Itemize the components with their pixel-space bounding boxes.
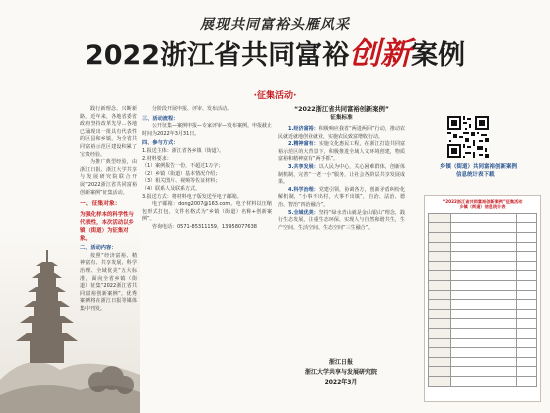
- form-row: [429, 214, 537, 224]
- section-heading-target: 一、征集对象：: [80, 201, 121, 208]
- form-row: [429, 319, 537, 329]
- form-row: [429, 281, 537, 291]
- form-row: [429, 243, 537, 253]
- criteria-subtitle: 征集标准: [330, 115, 353, 121]
- form-row: [429, 377, 537, 387]
- email-text: 电子邮箱：dong2007@163.com。电子材料以压缩包形式打包，文件名格式为“乡镇（街道）名称+创新案例”。: [142, 201, 272, 223]
- criterion-item: 4.科学治理：党建引领，协调各方，创新矛盾纠纷化解机制，“小事不出村，大事不出镇”，自治、法治、德治、智治“四治融合”。: [278, 186, 405, 208]
- criterion-item: 3.共享发展：以人民为中心，关心困难群体，创新体制机制，完善“一老一小”服务，让社会各阶层共享发展成果。: [278, 163, 405, 186]
- section-text-content: 按照“经济富裕、精神富有、共享发展、科学治理、全域优美”五大标准，面向全省乡镇（街道）征集“2022浙江省共同富裕创新案例”，优秀案例将在浙江日报等媒体集中刊发。: [80, 252, 137, 312]
- qr-note: [440, 163, 540, 179]
- form-row: [429, 310, 537, 320]
- form-row: [429, 291, 537, 301]
- publish-date: 2022年3月: [324, 379, 358, 386]
- criterion-item: 2.精神富有：实施文化惠民工程，在浙江打造共同富裕示范区的大背景下，积极推进全域人文环境创建，物质富裕和精神富有“两手抓”。: [278, 141, 405, 163]
- criterion-item: 5.全域优美：坚持“绿水青山就是金山银山”理念，践行生态发展，注重生态环保，实现人与自然和谐共生，生产空间、生活空间、生态空间“三生融合”。: [278, 209, 405, 231]
- section-heading-process: 三、活动流程：: [142, 115, 179, 122]
- intro-paragraph-1: 践行新理念、兴断新路，近年来，各地省委省政府坚持改革先导...各地已涌现出一批具有代表性的区县和乡镇，为全省共同富裕示范区建设积累了宝贵经验。: [80, 106, 137, 158]
- page-subtitle: 展现共同富裕头雁风采: [200, 17, 350, 33]
- form-title: “2022浙江省共同富裕创新案例”征集活动: [442, 199, 523, 204]
- section-heading-participation: 四、参与方式：: [142, 140, 179, 147]
- participation-item: 2.材料要求：: [142, 155, 172, 162]
- form-row: [429, 262, 537, 272]
- process-paragraph-1: 分阶段开展申报、评审、发布活动。: [152, 106, 233, 112]
- process-column: [142, 106, 272, 296]
- form-row: [429, 358, 537, 368]
- publisher-name: 浙江日报: [328, 359, 353, 366]
- participation-item: （3）相关图片、视频等佐证材料；: [142, 178, 221, 185]
- qr-code-icon[interactable]: [447, 116, 489, 158]
- institute-name: 浙江大学共享与发展研究院: [304, 369, 377, 376]
- form-row: [429, 300, 537, 310]
- form-row: [429, 367, 537, 377]
- participation-item: （4）联系人及联系方式。: [142, 185, 201, 192]
- title-suffix: 案例: [411, 40, 466, 71]
- criteria-title: “2022浙江省共同富裕创新案例”: [293, 106, 390, 113]
- criterion-item: 1.经济富裕：积极响应我省“两进两回”行动，推动农民就近就地创业就业，实施农民致富增收行动。: [278, 126, 405, 140]
- qr-note-line2: 信息统计表下载: [456, 172, 495, 178]
- section-heading-content: 二、活动内容：: [80, 245, 117, 252]
- form-row: [429, 233, 537, 243]
- form-row: [429, 252, 537, 262]
- participation-item: （1）案例报告一份，不超过1万字；: [142, 163, 224, 170]
- statistics-form: [424, 195, 541, 402]
- form-row: [429, 223, 537, 233]
- qr-note-line1: 乡镇（街道）共同富裕创新案例: [440, 164, 518, 170]
- section-text-target: 为强化样本的科学性与代表性，本次活动以乡镇（街道）为征集对象。: [80, 212, 134, 243]
- participation-item: （2）乡镇（街道）基本情况介绍；: [142, 170, 221, 177]
- form-row: [429, 271, 537, 281]
- form-grid: [428, 213, 537, 387]
- title-highlight: 创新: [349, 36, 412, 72]
- collect-label: ·征集活动·: [253, 91, 297, 101]
- title-prefix: 2022浙江省共同富裕: [84, 40, 350, 71]
- intro-column: [80, 106, 137, 312]
- intro-paragraph-2: 为推广典型经验，由浙江日报、浙江大学共享与发展研究院联合开展“2022浙江省共同富裕创新案例”征集活动。: [80, 159, 137, 196]
- page-title: [0, 37, 550, 73]
- form-row: [429, 348, 537, 358]
- participation-item: 3.报送方式：将材料电子版发送至电子邮箱。: [142, 193, 242, 200]
- form-row: [429, 329, 537, 339]
- form-row: [429, 339, 537, 349]
- form-subtitle: 乡镇（街道）信息统计表: [459, 204, 506, 210]
- section-text-process: 公开征集—案例申报—专家评审—发布案例。申报截止时间为2022年3月31日。: [142, 123, 273, 137]
- participation-item: 1.报送主体：浙江省各乡镇（街道）。: [142, 147, 225, 154]
- contact-text: 咨询电话：0571-85311159，13958077638: [152, 223, 257, 230]
- criteria-column: [278, 106, 405, 336]
- publisher-footer: [286, 358, 396, 388]
